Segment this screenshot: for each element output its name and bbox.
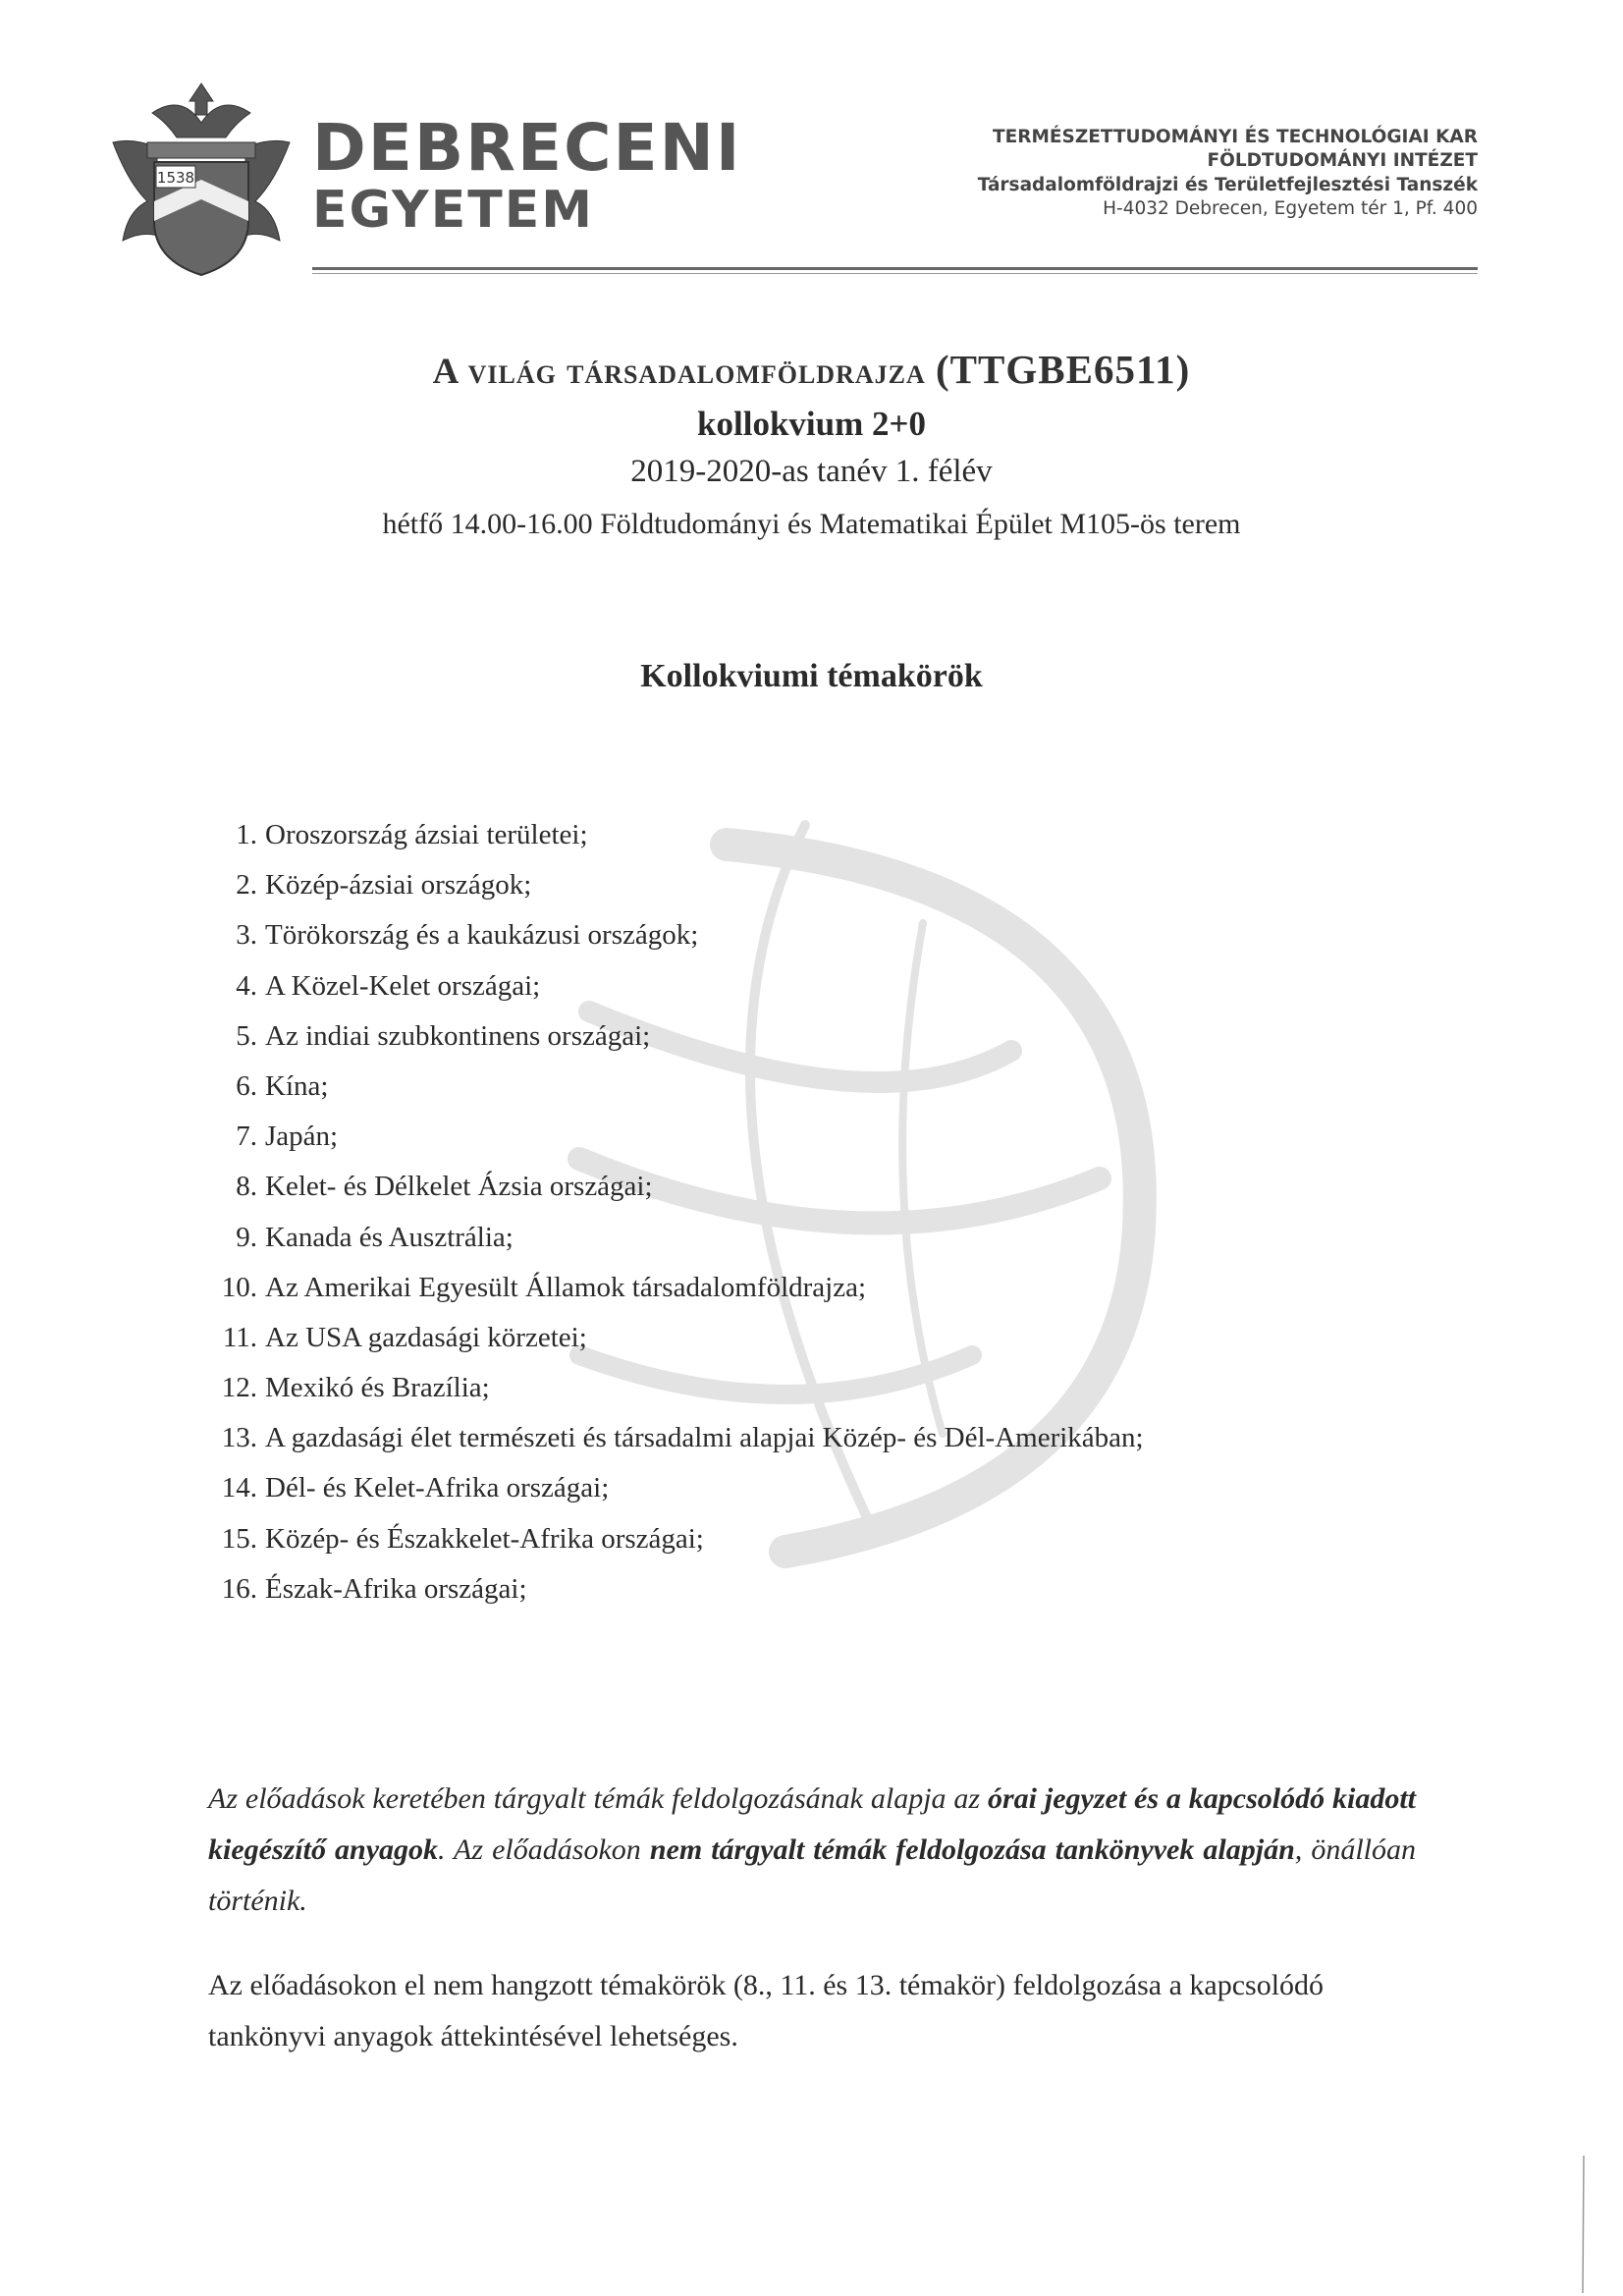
topic-text: Közép- és Északkelet-Afrika országai; <box>265 1522 704 1555</box>
topic-item <box>208 1514 1144 1564</box>
note-text: , önállóan történik. <box>208 1833 1416 1917</box>
course-title-text: A világ társadalomföldrajza <box>432 352 926 392</box>
topic-item <box>208 1263 1144 1313</box>
institute-name: FÖLDTUDOMÁNYI INTÉZET <box>1207 150 1478 172</box>
letterhead <box>0 0 1623 285</box>
topic-text: Észak-Afrika országai; <box>265 1572 527 1605</box>
topic-text: Dél- és Kelet-Afrika országai; <box>265 1472 610 1504</box>
scan-edge-mark <box>1581 2156 1587 2293</box>
university-name-line1: DEBRECENI <box>312 110 742 186</box>
course-title <box>0 346 1623 393</box>
topic-text: Mexikó és Brazília; <box>265 1372 490 1404</box>
address: H-4032 Debrecen, Egyetem tér 1, Pf. 400 <box>1103 198 1478 220</box>
crest-year: 1538 <box>156 169 195 187</box>
note-text: Az előadások keretében tárgyalt témák feldolgozásának alapja az <box>208 1782 988 1815</box>
topic-number: 8. <box>236 1171 257 1203</box>
topic-text: Törökország és a kaukázusi országok; <box>265 919 699 952</box>
topic-number: 12. <box>221 1372 257 1404</box>
topic-number: 2. <box>236 869 257 902</box>
course-header <box>0 346 1623 541</box>
topic-text: Az Amerikai Egyesült Államok társadalomföldrajza; <box>265 1271 867 1303</box>
self-study-note: Az előadásokon el nem hangzott témakörök (8., 11. és 13. témakör) feldolgozása a kapcsolódó tankönyvi anyagok áttekintésével lehetséges. <box>208 1969 1325 2052</box>
topic-number: 10. <box>221 1271 257 1303</box>
topic-item <box>208 910 1144 960</box>
note-emphasis: órai jegyzet és a kapcsolódó kiadott kiegészítő anyagok <box>208 1782 1416 1866</box>
note-emphasis: nem tárgyalt témák feldolgozása tankönyvek alapján <box>649 1833 1295 1866</box>
header-divider-thin <box>312 273 1478 274</box>
topic-item <box>208 961 1144 1011</box>
topic-text: Kelet- és Délkelet Ázsia országai; <box>265 1171 653 1203</box>
topic-text: Kanada és Ausztrália; <box>265 1221 514 1253</box>
topic-text: A gazdasági élet természeti és társadalmi alapjai Közép- és Dél-Amerikában; <box>265 1422 1144 1454</box>
topic-text: Japán; <box>265 1121 339 1153</box>
course-code: (TTGBE6511) <box>936 347 1191 392</box>
topic-item <box>208 1011 1144 1062</box>
topic-item <box>208 1062 1144 1112</box>
semester: 2019-2020-as tanév 1. félév <box>630 454 993 489</box>
topic-item <box>208 810 1144 860</box>
topic-text: Oroszország ázsiai területei; <box>265 819 588 850</box>
topic-list <box>208 810 1144 1614</box>
topic-number: 15. <box>221 1522 257 1555</box>
topic-text: Az USA gazdasági körzetei; <box>265 1321 587 1353</box>
topic-number: 13. <box>221 1422 257 1454</box>
university-crest-icon <box>93 74 309 280</box>
header-divider <box>312 267 1478 270</box>
topic-item <box>208 1112 1144 1162</box>
topic-number: 4. <box>236 969 257 1002</box>
section-title: Kollokviumi témakörök <box>640 658 983 694</box>
topic-text: Az indiai szubkontinens országai; <box>265 1019 651 1052</box>
topic-text: Közép-ázsiai országok; <box>265 869 532 902</box>
topic-item <box>208 1413 1144 1463</box>
department-name: Társadalomföldrajzi és Területfejlesztési Tanszék <box>977 174 1478 195</box>
topic-text: A Közel-Kelet országai; <box>265 969 541 1002</box>
topic-number: 9. <box>236 1221 257 1253</box>
faculty-name: TERMÉSZETTUDOMÁNYI ÉS TECHNOLÓGIAI KAR <box>992 127 1478 147</box>
topic-item <box>208 1463 1144 1513</box>
topic-item <box>208 1564 1144 1614</box>
topic-number: 11. <box>222 1321 257 1353</box>
topic-item <box>208 1363 1144 1413</box>
topic-item <box>208 1313 1144 1363</box>
university-name-line2: EGYETEM <box>312 181 594 240</box>
topic-text: Kína; <box>265 1069 329 1102</box>
topic-number: 3. <box>236 919 257 952</box>
topic-number: 5. <box>236 1019 257 1052</box>
course-type: kollokvium 2+0 <box>697 405 926 443</box>
topic-item <box>208 1213 1144 1263</box>
schedule: hétfő 14.00-16.00 Földtudományi és Matematikai Épület M105-ös terem <box>382 508 1241 540</box>
institution-block <box>978 126 1478 222</box>
university-name <box>312 110 742 240</box>
study-note <box>208 1774 1416 1927</box>
note-text: . Az előadásokon <box>438 1833 650 1866</box>
topic-number: 6. <box>236 1069 257 1102</box>
topic-number: 1. <box>236 819 257 850</box>
topic-item <box>208 1162 1144 1212</box>
topic-number: 7. <box>236 1121 257 1153</box>
topic-item <box>208 860 1144 910</box>
topic-number: 16. <box>221 1572 257 1605</box>
topic-number: 14. <box>221 1472 257 1504</box>
